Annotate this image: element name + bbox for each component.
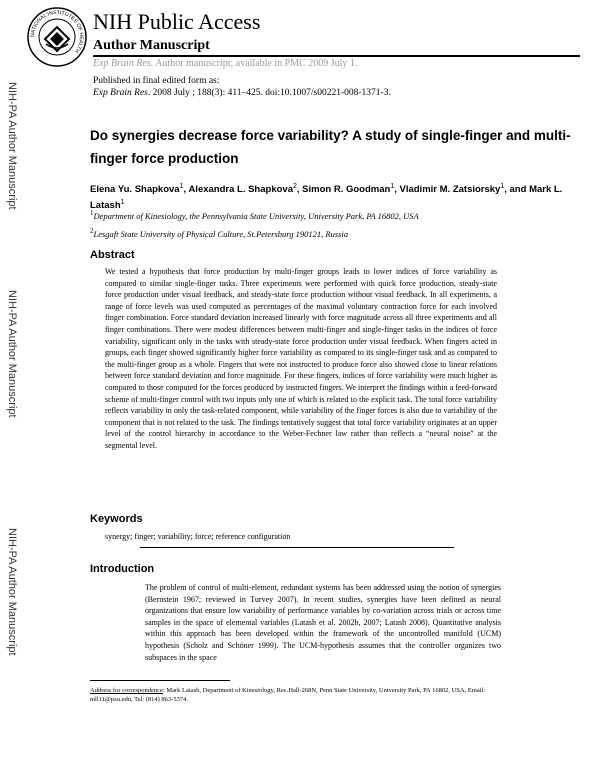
author-affiliation-mark: 1 <box>120 199 125 207</box>
affiliation-mark: 2 <box>90 227 94 235</box>
introduction-body: The problem of control of multi-element, redundant systems has been addressed using the notion of synergies (Bernstein 1967; reviewed in Turvey 2007). In recent studies, synergies have been defined as neural organizations that ensure low variability of performance variables by co-variation across trials or across time samples in the space of elemental variables (Latash et al. 2002b, 2007; Latash 2008). Quantitative analysis within this approach has been developed within the framework of the uncontrolled manifold (UCM) hypothesis (Scholz and Schöner 1999). The UCM-hypothesis assumes that the controller organizes two subspaces in the space <box>145 583 501 662</box>
author-affiliation-mark: 2 <box>292 183 297 190</box>
keywords-heading: Keywords <box>90 513 143 525</box>
abstract-body: We tested a hypothesis that force production by multi-finger groups leads to lower indices of force variability as compared to similar single-finger tasks. Three experiments were performed with quick force production, steady-state force production under visual feedback, and steady-state force production without visual feedback. In all experiments, a range of force levels was used computed as percentages of the maximal voluntary contraction force for each involved finger combination. Force standard deviation increased linearly with force magnitude across all three experiments and all finger combinations. There were modest differences between multi-finger and single-finger tasks in the indices of force variability, significant only in the tasks with steady-state force production under visual feedback. When fingers acted in groups, each finger showed significantly higher force variability as compared to its single-finger task and as compared to the multi-finger group as a whole. Fingers that were not instructed to produce force also showed close to linear relations between force standard deviation and force magnitude. For these fingers, indices of force variability were much higher as compared to those computed for the forces produced by instructed fingers. We interpret the findings within a feed-forward scheme of multi-finger control with two inputs only one of which is related to the explicit task. The total force variability reflects variability in only the task-related component, while variability of the finger forces is also due to variability of the component that is not related to the task. The findings tentatively suggest that total force variability originates at an upper level of the control hierarchy in accordance to the Weber-Fechner law rather than reflects a “neural noise” at the segmental level. <box>105 267 497 450</box>
side-label-bottom: NIH-PA Author Manuscript <box>6 528 18 656</box>
author-name: Elena Yu. Shapkova <box>90 184 180 196</box>
affiliation-text: Department of Kinesiology, the Pennsylvania State University, University Park, PA 16802, USA <box>93 210 419 221</box>
header-rule <box>93 55 580 57</box>
author-affiliation-mark: 1 <box>390 183 395 190</box>
author-separator: , <box>183 184 189 196</box>
citation-details: . 2008 July ; 188(3): 411–425. doi:10.1007/s00221-008-1371-3. <box>147 88 391 98</box>
author-separator: , <box>296 184 303 196</box>
keywords-list: synergy; finger; variability; force; reference configuration <box>105 532 291 541</box>
correspondence-footnote <box>90 686 510 704</box>
keywords-divider <box>140 547 454 548</box>
published-form-label: Published in final edited form as: <box>93 76 220 86</box>
author-name: Mark L. Latash <box>90 184 563 212</box>
introduction-heading: Introduction <box>90 563 155 575</box>
abstract-heading: Abstract <box>90 249 135 261</box>
nih-logo <box>26 6 88 68</box>
nih-public-access-title: NIH Public Access <box>93 9 261 34</box>
author-name: Alexandra L. Shapkova <box>188 184 293 196</box>
author-affiliation-mark: 1 <box>179 183 184 190</box>
affiliation-2 <box>90 227 348 239</box>
pmc-availability-note <box>93 58 357 69</box>
footnote-divider <box>90 680 230 681</box>
author-list <box>90 180 570 212</box>
pmc-note-text: Author manuscript; available in PMC 2009 July 1. <box>153 58 358 69</box>
author-name: Vladimir M. Zatsiorsky <box>399 184 501 196</box>
pmc-note-journal: Exp Brain Res. <box>93 58 154 69</box>
affiliation-text: Lesgaft State University of Physical Culture, St.Petersburg 190121, Russia <box>93 228 349 239</box>
author-separator: , <box>394 184 400 196</box>
logo-ring-text: NATIONAL INSTITUTES OF HEALTH <box>29 9 85 54</box>
footnote-label: Address for correspondence <box>90 687 163 694</box>
author-separator: , and <box>504 184 530 196</box>
author-name: Simon R. Goodman <box>302 184 391 196</box>
affiliation-mark: 1 <box>90 209 94 217</box>
author-affiliation-mark: 1 <box>500 183 505 190</box>
side-label-top: NIH-PA Author Manuscript <box>6 82 18 210</box>
citation-line <box>93 88 391 98</box>
author-manuscript-label: Author Manuscript <box>93 38 210 53</box>
citation-journal: Exp Brain Res <box>93 88 148 98</box>
side-label-middle: NIH-PA Author Manuscript <box>6 290 18 418</box>
affiliation-1 <box>90 209 419 221</box>
footnote-text: : Mark Latash, Department of Kinesiology, Rec.Hall-268N, Penn State University, University Park, PA 16802, USA, Email: mll11@psu.edu, Tel: (814) 863-5374. <box>90 687 486 703</box>
article-title: Do synergies decrease force variability? A study of single-finger and multi-finger force production <box>90 128 571 166</box>
